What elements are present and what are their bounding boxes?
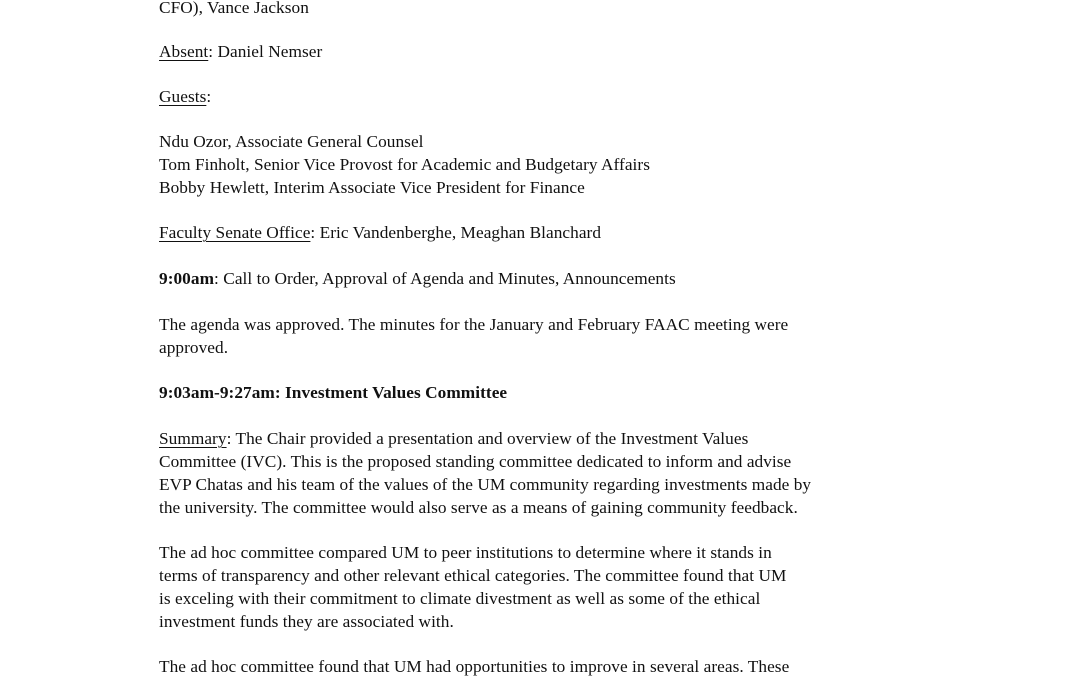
- summary-label: Summary: [159, 429, 227, 448]
- guests-colon: :: [206, 87, 212, 106]
- senate-office-line: [159, 221, 601, 244]
- paragraph-line: EVP Chatas and his team of the values of the UM community regarding investments made by: [159, 475, 812, 494]
- agenda-item-title: : Call to Order, Approval of Agenda and Minutes, Announcements: [214, 269, 676, 288]
- guests-heading: [159, 85, 211, 108]
- paragraph-line: approved.: [159, 338, 229, 357]
- present-members-tail: CFO), Vance Jackson: [159, 0, 309, 17]
- absent-value: : Daniel Nemser: [208, 42, 323, 61]
- absent-line: [159, 40, 322, 63]
- paragraph-line: investment funds they are associated with.: [159, 612, 454, 631]
- senate-office-value: : Eric Vandenberghe, Meaghan Blanchard: [310, 223, 602, 242]
- paragraph-line: the university. The committee would also serve as a means of gaining community feedback.: [159, 498, 798, 517]
- absent-label: Absent: [159, 42, 209, 61]
- paragraph-line: The ad hoc committee compared UM to peer institutions to determine where it stands in: [159, 543, 772, 562]
- paragraph-line: Committee (IVC). This is the proposed standing committee dedicated to inform and advise: [159, 452, 792, 471]
- guests-label: Guests: [159, 87, 207, 106]
- guest-line: Bobby Hewlett, Interim Associate Vice President for Finance: [159, 178, 585, 197]
- summary-line: [159, 427, 748, 450]
- guest-line: Tom Finholt, Senior Vice Provost for Academic and Budgetary Affairs: [159, 155, 650, 174]
- paragraph-line: The agenda was approved. The minutes for the January and February FAAC meeting were: [159, 315, 789, 334]
- section-heading: 9:03am-9:27am: Investment Values Committee: [159, 383, 508, 402]
- guest-line: Ndu Ozor, Associate General Counsel: [159, 132, 424, 151]
- paragraph-line: terms of transparency and other relevant ethical categories. The committee found that UM: [159, 566, 787, 585]
- paragraph-line: is exceling with their commitment to climate divestment as well as some of the ethical: [159, 589, 761, 608]
- agenda-item-heading: [159, 267, 676, 290]
- agenda-item-time: 9:00am: [159, 269, 215, 288]
- summary-text: : The Chair provided a presentation and overview of the Investment Values: [226, 429, 749, 448]
- paragraph-line: The ad hoc committee found that UM had opportunities to improve in several areas. These: [159, 657, 790, 676]
- senate-office-label: Faculty Senate Office: [159, 223, 311, 242]
